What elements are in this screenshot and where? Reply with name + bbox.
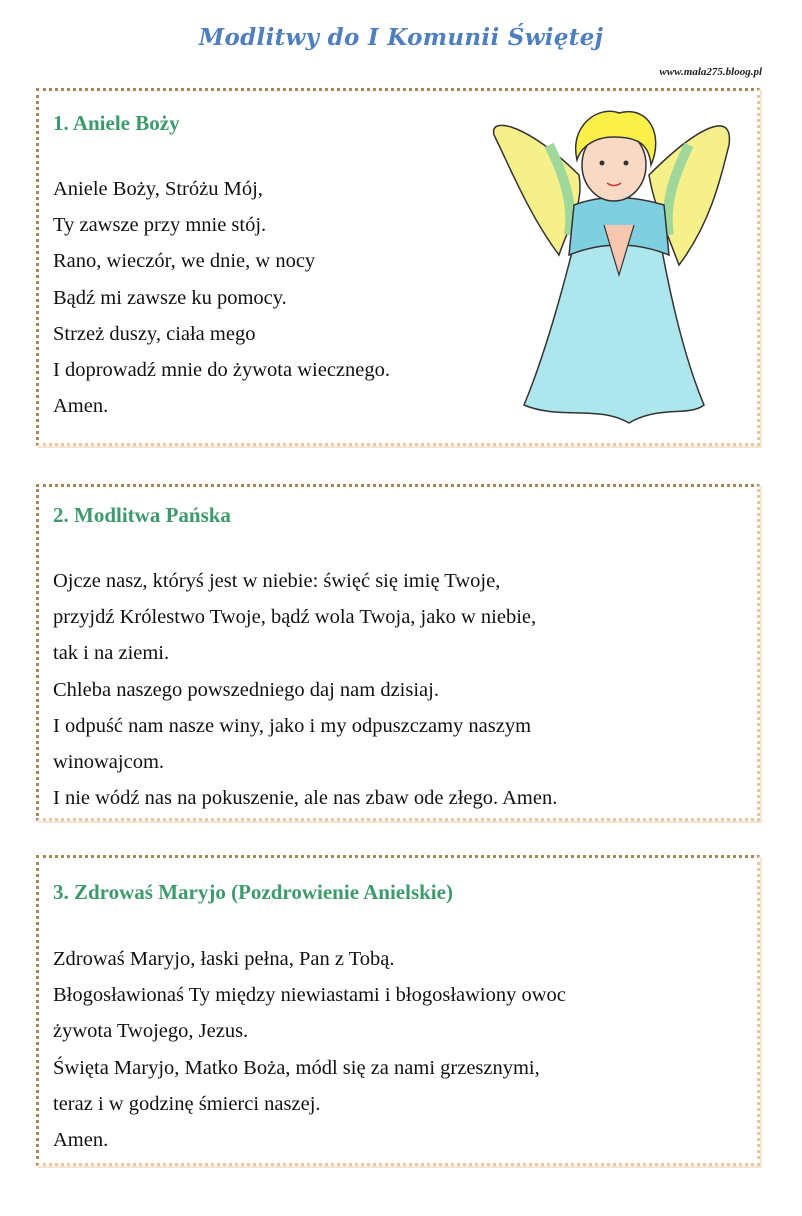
prayer-heading: 1. Aniele Boży bbox=[53, 111, 180, 135]
prayer-line: Strzeż duszy, ciała mego bbox=[53, 322, 256, 345]
angel-illustration bbox=[489, 105, 749, 435]
prayer-line: I doprowadź mnie do żywota wiecznego. bbox=[53, 359, 390, 382]
prayer-heading: 3. Zdrowaś Maryjo (Pozdrowienie Anielskie) bbox=[53, 880, 453, 904]
prayer-line: przyjdź Królestwo Twoje, bądź wola Twoja, jako w niebie, bbox=[53, 606, 537, 629]
prayer-line: winowajcom. bbox=[53, 751, 165, 774]
prayer-heading: 2. Modlitwa Pańska bbox=[53, 503, 231, 527]
prayer-line: Aniele Boży, Stróżu Mój, bbox=[53, 178, 263, 200]
prayer-text bbox=[53, 941, 566, 1158]
prayer-line: żywota Twojego, Jezus. bbox=[53, 1020, 249, 1043]
prayer-line: Amen. bbox=[53, 1129, 109, 1152]
prayer-text bbox=[53, 171, 390, 424]
prayer-line: I nie wódź nas na pokuszenie, ale nas zbaw ode złego. Amen. bbox=[53, 787, 558, 810]
website-url: www.mala275.bloog.pl bbox=[659, 66, 762, 78]
prayer-box-aniele-bozy bbox=[36, 88, 760, 446]
prayer-line: Ojcze nasz, któryś jest w niebie: święć się imię Twoje, bbox=[53, 570, 501, 592]
prayer-line: tak i na ziemi. bbox=[53, 642, 170, 665]
prayer-line: teraz i w godzinę śmierci naszej. bbox=[53, 1092, 321, 1115]
prayer-box-modlitwa-panska bbox=[36, 484, 760, 821]
prayer-line: Bądź mi zawsze ku pomocy. bbox=[53, 286, 287, 309]
page-title: Modlitwy do I Komunii Świętej bbox=[198, 24, 604, 51]
prayer-line: Zdrowaś Maryjo, łaski pełna, Pan z Tobą. bbox=[53, 948, 395, 970]
prayer-line: I odpuść nam nasze winy, jako i my odpuszczamy naszym bbox=[53, 714, 532, 737]
prayer-line: Błogosławionaś Ty między niewiastami i błogosławiony owoc bbox=[53, 984, 566, 1007]
prayer-line: Święta Maryjo, Matko Boża, módl się za nami grzesznymi, bbox=[53, 1056, 540, 1079]
prayer-line: Rano, wieczór, we dnie, w nocy bbox=[53, 250, 316, 273]
prayer-line: Amen. bbox=[53, 395, 109, 418]
prayer-box-zdrowas-maryjo bbox=[36, 855, 760, 1166]
prayer-line: Chleba naszego powszedniego daj nam dzisiaj. bbox=[53, 678, 439, 701]
prayer-line: Ty zawsze przy mnie stój. bbox=[53, 214, 267, 237]
prayer-text bbox=[53, 563, 557, 816]
